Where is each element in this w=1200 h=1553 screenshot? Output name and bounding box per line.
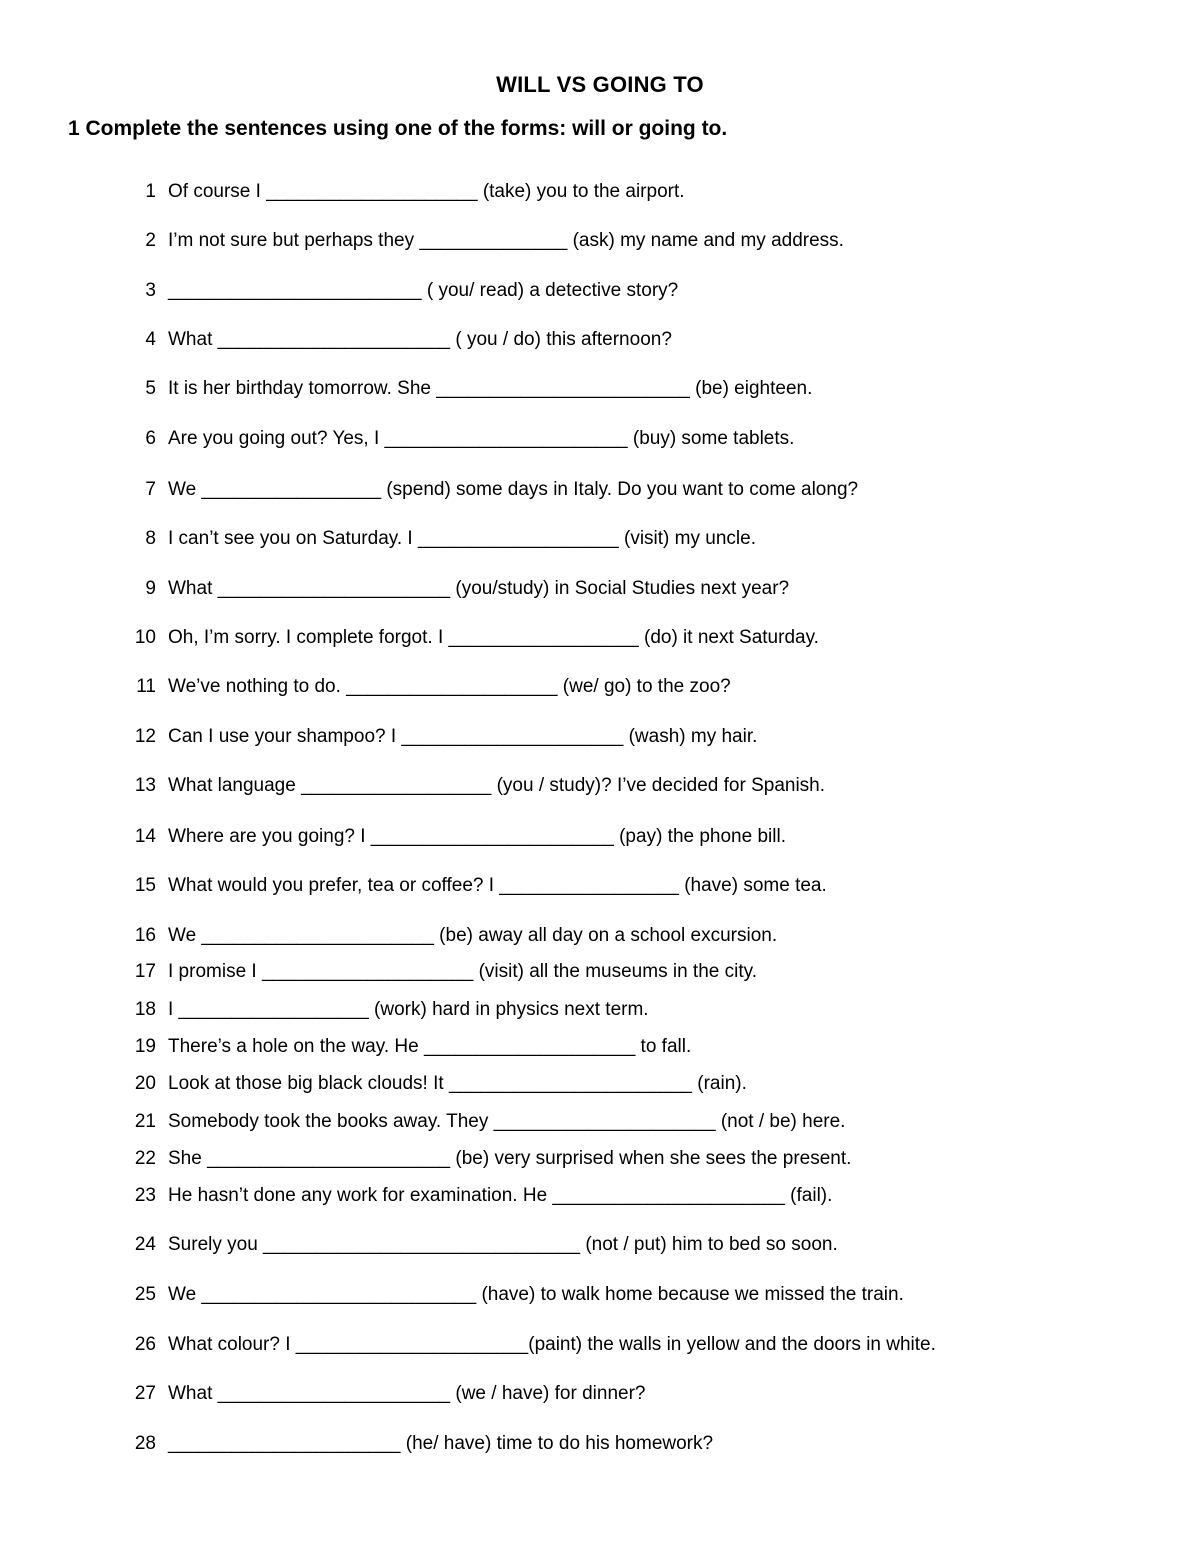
exercise-number: 16 <box>134 925 156 946</box>
exercise-sentence: Oh, I’m sorry. I complete forgot. I __________________ (do) it next Saturday. <box>168 627 819 648</box>
exercise-sentence: I can’t see you on Saturday. I ___________________ (visit) my uncle. <box>168 528 756 549</box>
exercise-sentence: What language __________________ (you / study)? I’ve decided for Spanish. <box>168 775 826 796</box>
exercise-number: 3 <box>145 280 156 301</box>
exercise-number: 5 <box>145 378 156 399</box>
exercise-number: 9 <box>145 578 156 599</box>
exercise-number: 21 <box>134 1111 156 1132</box>
exercise-sentence: Somebody took the books away. They _____________________ (not / be) here. <box>168 1111 846 1132</box>
exercise-number: 23 <box>134 1185 156 1206</box>
exercise-sentence: What would you prefer, tea or coffee? I _________________ (have) some tea. <box>168 875 827 896</box>
exercise-sentence: We’ve nothing to do. ____________________ (we/ go) to the zoo? <box>168 676 731 697</box>
exercise-sentence: There’s a hole on the way. He ____________________ to fall. <box>168 1036 692 1057</box>
exercise-sentence: She _______________________ (be) very surprised when she sees the present. <box>168 1148 852 1169</box>
exercise-sentence: Where are you going? I _______________________ (pay) the phone bill. <box>168 826 786 847</box>
exercise-number: 1 <box>145 181 156 202</box>
exercise-sentence: We _________________ (spend) some days in Italy. Do you want to come along? <box>168 479 859 500</box>
exercise-sentence: Look at those big black clouds! It _______________________ (rain). <box>168 1073 747 1094</box>
exercise-sentence: It is her birthday tomorrow. She ________________________ (be) eighteen. <box>168 378 813 399</box>
exercise-sentence: We ______________________ (be) away all day on a school excursion. <box>168 925 778 946</box>
exercise-number: 4 <box>145 329 156 350</box>
exercise-number: 13 <box>134 775 156 796</box>
exercise-sentence: Of course I ____________________ (take) you to the airport. <box>168 181 685 202</box>
exercise-number: 19 <box>134 1036 156 1057</box>
exercise-number: 24 <box>134 1234 156 1255</box>
exercise-number: 26 <box>134 1334 156 1355</box>
exercise-number: 2 <box>145 230 156 251</box>
exercise-number: 27 <box>134 1383 156 1404</box>
exercise-sentence: Are you going out? Yes, I _______________________ (buy) some tablets. <box>168 428 795 449</box>
exercise-sentence: I’m not sure but perhaps they ______________ (ask) my name and my address. <box>168 230 844 251</box>
exercise-instruction: 1 Complete the sentences using one of the forms: will or going to. <box>68 117 728 140</box>
exercise-number: 20 <box>134 1073 156 1094</box>
exercise-sentence: I promise I ____________________ (visit) all the museums in the city. <box>168 961 757 982</box>
exercise-sentence: What ______________________ (you/study) in Social Studies next year? <box>168 578 790 599</box>
exercise-number: 14 <box>134 826 156 847</box>
worksheet-title: WILL VS GOING TO <box>496 72 704 97</box>
exercise-sentence: Surely you ______________________________ (not / put) him to bed so soon. <box>168 1234 838 1255</box>
exercise-sentence: What colour? I ______________________(paint) the walls in yellow and the doors in white. <box>168 1334 936 1355</box>
exercise-sentence: ______________________ (he/ have) time to do his homework? <box>168 1433 714 1454</box>
exercise-number: 10 <box>134 627 156 648</box>
exercise-number: 7 <box>145 479 156 500</box>
exercise-number: 22 <box>134 1148 156 1169</box>
exercise-number: 25 <box>134 1284 156 1305</box>
exercise-sentence: We __________________________ (have) to walk home because we missed the train. <box>168 1284 904 1305</box>
exercise-sentence: ________________________ ( you/ read) a detective story? <box>168 280 679 301</box>
exercise-number: 6 <box>145 428 156 449</box>
exercise-sentence: What ______________________ (we / have) for dinner? <box>168 1383 646 1404</box>
exercise-number: 15 <box>134 875 156 896</box>
exercise-number: 28 <box>134 1433 156 1454</box>
exercise-number: 8 <box>145 528 156 549</box>
exercise-sentence: What ______________________ ( you / do) this afternoon? <box>168 329 672 350</box>
exercise-number: 18 <box>134 999 156 1020</box>
exercise-number: 11 <box>136 676 156 697</box>
exercise-sentence: I __________________ (work) hard in physics next term. <box>168 999 649 1020</box>
exercise-number: 17 <box>134 961 156 982</box>
exercise-number: 12 <box>134 726 156 747</box>
exercise-sentence: Can I use your shampoo? I _____________________ (wash) my hair. <box>168 726 758 747</box>
exercise-sentence: He hasn’t done any work for examination. He ______________________ (fail). <box>168 1185 833 1206</box>
